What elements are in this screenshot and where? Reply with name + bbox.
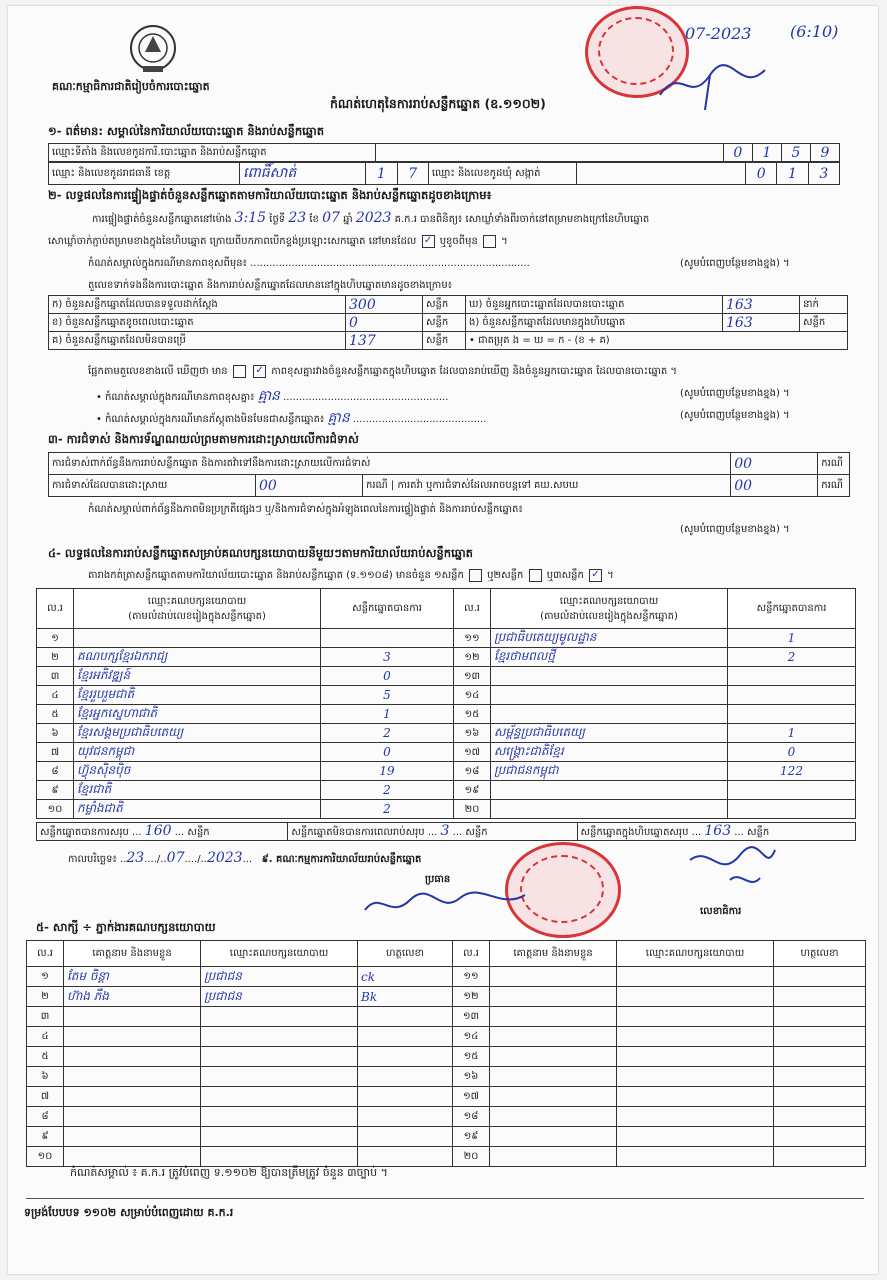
row-number: ២០	[454, 800, 491, 819]
tally-sheets-line: តារាងកត់ត្រាសន្លឹកឆ្នោតតាមការិយាល័យបោះឆ្នោត និងរាប់សន្លឹកឆ្នោត (ទ.១១០៨) មានចំនួន ១សន្លឹក ឬ២សន្លឹក ឬ៣សន្លឹក ✓ ។	[88, 568, 614, 581]
document-title: កំណត់ហេតុនៃការរាប់សន្លឹកឆ្នោត (ឧ.១១០២)	[330, 96, 546, 111]
party-votes: 1	[728, 629, 856, 648]
party-votes	[321, 629, 454, 648]
commune-code-digit: 3	[808, 163, 839, 185]
row-number: ៣	[37, 667, 74, 686]
row-number: ៤	[27, 1027, 64, 1047]
row-number: ១៩	[453, 1127, 490, 1147]
difference-note: កំណត់សម្គាល់ក្នុងករណីមានភាពខុសពីមុន៖ ........................................................................................	[88, 258, 530, 269]
row-number: ១០	[37, 800, 74, 819]
nec-emblem-icon	[125, 22, 181, 76]
row-number: ១០	[27, 1147, 64, 1167]
witness-name	[490, 1067, 617, 1087]
row-number: ៧	[27, 1087, 64, 1107]
row-number: ៨	[27, 1107, 64, 1127]
witness-name	[64, 1127, 201, 1147]
party-votes: 122	[728, 762, 856, 781]
ballots-received-value: 300	[346, 296, 423, 314]
witness-table: ល.រ គោត្តនាម និងនាមខ្លួន ឈ្មោះគណបក្សនយោបាយ ហត្ថលេខា ល.រ គោត្តនាម និងនាមខ្លួន ឈ្មោះគណបក្សនយោបាយ ហត្ថលេខា ១ តែម ចិន្ដា ប្រជាជន ck ១១ ២ ហ៊ាង ភឹង ប្រជាជន Bk ១២ ៣ ១៣ ៤ ១៤ ៥ ១៥ ៦ ១៦ ៧ ១៧ ៨ ១៨ ៩ ១៩ ១០ ២០	[26, 940, 866, 1167]
ballots-spoiled-value: 0	[346, 314, 423, 332]
witness-party	[201, 1067, 358, 1087]
witness-party	[617, 967, 774, 987]
witness-signature	[774, 1027, 866, 1047]
fill-hint: (សូមបំពេញបន្ថែមខាងខ្នង) ។	[680, 258, 790, 269]
party-name: ប្រជាធិបតេយ្យមូលដ្ឋាន	[491, 629, 728, 648]
table-row	[37, 667, 856, 686]
witness-name	[64, 1007, 201, 1027]
row-number: ៣	[27, 1007, 64, 1027]
table-row	[37, 800, 856, 819]
witness-signature	[774, 1127, 866, 1147]
party-name	[491, 686, 728, 705]
party-votes	[728, 781, 856, 800]
witness-party	[201, 1087, 358, 1107]
province-code-digit: 7	[397, 163, 428, 185]
witness-signature	[774, 1007, 866, 1027]
witness-party	[201, 1107, 358, 1127]
party-votes: 1	[321, 705, 454, 724]
witness-party: ប្រជាជន	[201, 987, 358, 1007]
witness-signature	[774, 1047, 866, 1067]
row-number: ១២	[453, 987, 490, 1007]
row-number: ១៧	[453, 1087, 490, 1107]
party-name: ខ្មែរសង្គមប្រជាធិបតេយ្យ	[74, 724, 321, 743]
table-row	[27, 1107, 866, 1127]
location-code-digit: 5	[781, 144, 810, 162]
resolved-value: 00	[256, 475, 363, 497]
location-label: ឈ្មោះទីតាំង និងលេខកូដការិ.បោះឆ្នោត និងរាប់សន្លឹកឆ្នោត	[49, 144, 376, 162]
table-row	[27, 1007, 866, 1027]
form-footer: ទម្រង់បែបបទ ១១០២ សម្រាប់បំពេញដោយ គ.ក.រ	[24, 1206, 234, 1219]
location-code-digit: 9	[810, 144, 839, 162]
witness-signature	[774, 1067, 866, 1087]
party-votes	[728, 800, 856, 819]
fill-hint: (សូមបំពេញបន្ថែមខាងខ្នង) ។	[680, 410, 790, 421]
witness-party	[617, 1007, 774, 1027]
witness-signature	[358, 1067, 453, 1087]
witness-name	[64, 1107, 201, 1127]
witness-party	[201, 1147, 358, 1167]
witness-party	[617, 1127, 774, 1147]
witness-signature	[358, 1027, 453, 1047]
party-name	[491, 705, 728, 724]
row-number: ៨	[37, 762, 74, 781]
broken-checkbox[interactable]	[483, 235, 496, 248]
witness-signature	[358, 1047, 453, 1067]
witness-signature: ck	[358, 967, 453, 987]
party-name	[491, 800, 728, 819]
bullet-difference: • កំណត់សម្គាល់ក្នុងករណីមានភាពខុសគ្នា៖ គ្មាន ....................................................	[96, 388, 449, 404]
table-row	[37, 705, 856, 724]
witness-party	[617, 1147, 774, 1167]
party-votes: 0	[321, 743, 454, 762]
table-row	[27, 1127, 866, 1147]
section5-title: ៥- សាក្សី ÷ ភ្នាក់ងារគណបក្សនយោបាយ	[36, 920, 216, 934]
party-votes: 0	[321, 667, 454, 686]
party-name: កម្លាំងជាតិ	[74, 800, 321, 819]
row-number: ១	[37, 629, 74, 648]
table-row	[27, 1027, 866, 1047]
party-votes	[728, 667, 856, 686]
witness-party	[617, 1087, 774, 1107]
chair-label: ប្រធាន	[425, 874, 451, 885]
witness-name	[490, 1127, 617, 1147]
row-number: ៤	[37, 686, 74, 705]
table-row	[37, 743, 856, 762]
commune-code-digit: 0	[746, 163, 777, 185]
witness-signature	[358, 1147, 453, 1167]
verification-time: 3:15	[234, 210, 267, 226]
party-name: យុវជនកម្ពុជា	[74, 743, 321, 762]
row-number: ១៤	[454, 686, 491, 705]
row-number: ១១	[454, 629, 491, 648]
committee-date-line: កាលបរិច្ឆេទ៖ ..23..../..07..../..2023... ៩. គណៈកម្មការការិយាល័យរាប់សន្លឹកឆ្នោត	[68, 850, 422, 866]
row-number: ៧	[37, 743, 74, 762]
section3-title: ៣- ការជំទាស់ និងការទ័ណ្ឌណយល់ព្រមតាមការដោះស្រាយលើការជំទាស់	[48, 432, 359, 446]
section1-title: ១- ពត៌មាន: សម្គាល់នៃការិយាល័យបោះឆ្នោត និងរាប់សន្លឹកឆ្នោត	[48, 124, 325, 138]
table-row	[27, 1087, 866, 1107]
witness-name	[490, 1007, 617, 1027]
commune-label: ឈ្មោះ និងលេខកូដឃុំ សង្កាត់	[428, 163, 576, 185]
location-table	[48, 143, 840, 162]
organization-name: គណៈកម្មាធិការជាតិរៀបចំការបោះឆ្នោត	[52, 80, 210, 93]
table-row	[37, 629, 856, 648]
party-name: ខ្មែរអភិវឌ្ឍន៍	[74, 667, 321, 686]
witness-party	[201, 1007, 358, 1027]
witness-signature	[774, 1087, 866, 1107]
party-name	[74, 629, 321, 648]
escalated-value: 00	[731, 475, 818, 497]
witness-name	[490, 1147, 617, 1167]
witness-name	[64, 1067, 201, 1087]
table-row	[27, 987, 866, 1007]
row-number: ១៤	[453, 1027, 490, 1047]
ballot-figures-table: ក) ចំនួនសន្លឹកឆ្នោតដែលបានទទួលដាក់ស្តែង 300 សន្លឹក ឃ) ចំនួនអ្នកបោះឆ្នោតដែលបានបោះឆ្នោត 163 នាក់ ខ) ចំនួនសន្លឹកឆ្នោតខូចពេលបោះឆ្នោត 0 សន្លឹក ង) ចំនួនសន្លឹកឆ្នោតដែលមានក្នុងហិបឆ្នោត 163 សន្លឹក គ) ចំនួនសន្លឹកឆ្នោតដែលមិនបានប្រើ 137 សន្លឹក • ជាតម្រុត ង = ឃ = ក - (ខ + គ)	[48, 295, 848, 350]
row-number: ១១	[453, 967, 490, 987]
irregularity-note: កំណត់សម្គាល់ពាក់ព័ន្ធនឹងភាពមិនប្រក្រតីផ្សេងៗ ឬ/និងការជំទាស់ក្នុងអំឡុងពេលនៃការផ្ទៀងផ្ទាត់ និងការរាប់សន្លឹកឆ្នោត៖	[88, 504, 523, 515]
row-number: ៥	[27, 1047, 64, 1067]
party-votes: 2	[321, 724, 454, 743]
witness-party	[617, 1067, 774, 1087]
party-name: ប្រជាជនកម្ពុជា	[491, 762, 728, 781]
row-number: ២	[37, 648, 74, 667]
two-sheets-checkbox[interactable]	[529, 569, 542, 582]
witness-party	[617, 1107, 774, 1127]
row-number: ១៦	[453, 1067, 490, 1087]
witness-signature	[774, 967, 866, 987]
objections-table: ការជំទាស់ពាក់ព័ន្ធនឹងការរាប់សន្លឹកឆ្នោត និងការតវ៉ាទៅនឹងការដោះស្រាយលើការជំទាស់ 00 ករណី ការជំទាស់ដែលបានដោះស្រាយ 00 ករណី | ការតវ៉ា ឬការជំទាស់ដែលអាចបន្តទៅ គឃ.សបឃ 00 ករណី	[48, 452, 850, 497]
witness-name	[490, 987, 617, 1007]
verification-line: ការផ្ទៀងផ្ទាត់ចំនួនសន្លឹកឆ្នោតនៅម៉ោង 3:15 ថ្ងៃទី 23 ខែ 07 ឆ្នាំ 2023 គ.ក.រ បានពិនិត្យ៖ សោឃ្លាំទាំងពីរចាក់នៅតម្រាមខាងក្រៅនៃហិបឆ្នោត	[92, 210, 650, 226]
witness-name	[64, 1087, 201, 1107]
witness-party	[617, 1027, 774, 1047]
location-code-digit: 1	[752, 144, 781, 162]
witness-name	[490, 1047, 617, 1067]
witness-signature	[774, 987, 866, 1007]
province-label: ឈ្មោះ និងលេខកូដរាជធានី ខេត្ត	[49, 163, 240, 185]
commune-code-digit: 1	[777, 163, 808, 185]
witness-signature	[358, 1087, 453, 1107]
row-number: ១	[27, 967, 64, 987]
table-row	[37, 686, 856, 705]
party-name	[491, 667, 728, 686]
total-valid-value: 160	[144, 823, 172, 839]
witness-name: តែម ចិន្ដា	[64, 967, 201, 987]
witness-signature	[774, 1107, 866, 1127]
table-intro: តួលេខទាក់ទងនឹងការបោះឆ្នោត និងការរាប់សន្លឹកឆ្នោតដែលមាននៅក្នុងហិបឆ្នោតមានដូចខាងក្រោម៖	[88, 280, 453, 291]
voters-value: 163	[723, 296, 800, 314]
difference-no-checkbox[interactable]: ✓	[253, 365, 266, 378]
row-number: ៦	[37, 724, 74, 743]
witness-signature	[774, 1147, 866, 1167]
bullet-non-ballot: • កំណត់សម្គាល់ក្នុងករណីមានភ័ស្តុតាងមិនមែនជាសន្លឹកឆ្នោត៖ គ្មាន ..........................................	[96, 410, 487, 426]
row-number: ១៣	[454, 667, 491, 686]
row-number: ១៩	[454, 781, 491, 800]
witness-signature	[358, 1007, 453, 1027]
row-number: ១៦	[454, 724, 491, 743]
total-in-box-value: 163	[704, 823, 732, 839]
row-number: ៩	[37, 781, 74, 800]
witness-name	[64, 1027, 201, 1047]
table-row	[27, 1147, 866, 1167]
row-number: ១៧	[454, 743, 491, 762]
secretary-label: លេខាធិការ	[700, 906, 742, 917]
chair-signature	[360, 880, 530, 930]
difference-check-line: ផ្អែកតាមតួលេខខាងលើ ឃើញថា មាន ✓ ភាពខុសគ្នារវាងចំនួនសន្លឹកឆ្នោតក្នុងហិបឆ្នោត ដែលបានរាប់ឃើញ និងចំនួនអ្នកបោះឆ្នោត ដែលបានបោះឆ្នោត ។	[88, 364, 678, 377]
party-votes: 5	[321, 686, 454, 705]
witness-name	[490, 1107, 617, 1127]
witness-name	[64, 1047, 201, 1067]
one-sheet-checkbox[interactable]	[469, 569, 482, 582]
row-number: ២០	[453, 1147, 490, 1167]
table-row	[27, 1047, 866, 1067]
location-code-digit: 0	[723, 144, 752, 162]
party-votes: 0	[728, 743, 856, 762]
witness-party	[201, 1127, 358, 1147]
party-name: ខ្មែរថាមពលថ្មី	[491, 648, 728, 667]
row-number: ៩	[27, 1127, 64, 1147]
witness-party	[617, 1047, 774, 1067]
table-row	[37, 724, 856, 743]
province-name: ពោធិ៍សាត់	[240, 163, 366, 185]
row-number: ១៨	[454, 762, 491, 781]
party-name: ខ្មែររួបរួមជាតិ	[74, 686, 321, 705]
ballots-in-box-value: 163	[723, 314, 800, 332]
table-row	[27, 967, 866, 987]
witness-signature	[358, 1107, 453, 1127]
province-table	[48, 162, 840, 185]
witness-name: ហ៊ាង ភឹង	[64, 987, 201, 1007]
row-number: ២	[27, 987, 64, 1007]
section2-title: ២- លទ្ធផលនៃការផ្ទៀងផ្ទាត់ចំនួនសន្លឹកឆ្នោតតាមការិយាល័យបោះឆ្នោត និងរាប់សន្លឹកឆ្នោតដូចខាងក្រោម៖	[48, 188, 492, 202]
party-name: សម្ព័ន្ធប្រជាធិបតេយ្យ	[491, 724, 728, 743]
party-votes: 2	[321, 781, 454, 800]
ballots-unused-value: 137	[346, 332, 423, 350]
party-votes: 1	[728, 724, 856, 743]
party-name: គណបក្សខ្មែរឯករាជ្យ	[74, 648, 321, 667]
party-name	[491, 781, 728, 800]
top-time-handwritten: (6:10)	[790, 22, 839, 41]
intact-checkbox[interactable]: ✓	[422, 235, 435, 248]
three-sheets-checkbox[interactable]: ✓	[589, 569, 602, 582]
witness-signature	[358, 1127, 453, 1147]
party-votes: 3	[321, 648, 454, 667]
party-name: សង្គ្រោះជាតិខ្មែរ	[491, 743, 728, 762]
totals-table: សន្លឹកឆ្នោតបានការសរុប ... 160 ... សន្លឹក សន្លឹកឆ្នោតមិនបានការពេលរាប់សរុប ... 3 ... សន្លឹក សន្លឹកឆ្នោតក្នុងហិបឆ្នោតសរុប ... 163 ... សន្លឹក	[36, 822, 856, 841]
witness-party	[617, 987, 774, 1007]
top-date-handwritten: 07-2023	[685, 24, 752, 43]
row-number: ១៣	[453, 1007, 490, 1027]
fill-hint: (សូមបំពេញបន្ថែមខាងខ្នង) ។	[680, 388, 790, 399]
party-votes	[728, 705, 856, 724]
row-number: ១៨	[453, 1107, 490, 1127]
seal-line: សោឃ្លាំចាក់ភ្ជាប់តម្រាមខាងក្នុងនៃហិបឆ្នោត ក្រោយពីបកភាពបើកខ្ទង់ប្រឡោះសេកឆ្នោត នៅមានដែល ✓ ឬខូចពីមុន ។	[48, 234, 508, 247]
party-votes: 2	[321, 800, 454, 819]
table-row	[27, 1067, 866, 1087]
row-number: ៥	[37, 705, 74, 724]
total-invalid-value: 3	[440, 823, 450, 839]
witness-name	[64, 1147, 201, 1167]
secretary-signature	[680, 840, 780, 900]
section4-title: ៤- លទ្ធផលនៃការរាប់សន្លឹកឆ្នោតសម្រាប់គណបក្សនយោបាយនីមួយៗតាមការិយាល័យរាប់សន្លឹកឆ្នោត	[48, 546, 473, 560]
row-number: ១៥	[453, 1047, 490, 1067]
party-results-table: ល.រ ឈ្មោះគណបក្សនយោបាយ (តាមលំដាប់លេខរៀងក្នុងសន្លឹកឆ្នោត) សន្លឹកឆ្នោតបានការ ល.រ ឈ្មោះគណបក្សនយោបាយ (តាមលំដាប់លេខរៀងក្នុងសន្លឹកឆ្នោត) សន្លឹកឆ្នោតបានការ ១ ១១ ប្រជាធិបតេយ្យមូលដ្ឋាន 1 ២ គណបក្សខ្មែរឯករាជ្យ 3 ១២ ខ្មែរថាមពលថ្មី 2 ៣ ខ្មែរអភិវឌ្ឍន៍ 0 ១៣ ៤ ខ្មែររួបរួមជាតិ 5 ១៤ ៥ ខ្មែរអ្នកស្នេហាជាតិ 1 ១៥ ៦ ខ្មែរសង្គមប្រជាធិបតេយ្យ 2 ១៦ សម្ព័ន្ធប្រជាធិបតេយ្យ 1 ៧ យុវជនកម្ពុជា 0 ១៧ សង្គ្រោះជាតិខ្មែរ 0 ៨ ហ៊្វុនស៊ិនប៉ិច 19 ១៨ ប្រជាជនកម្ពុជា 122 ៩ ខ្មែរ​ជាតិ 2 ១៩ ១០ កម្លាំងជាតិ 2 ២០	[36, 588, 856, 819]
witness-name	[490, 1087, 617, 1107]
row-number: ១២	[454, 648, 491, 667]
party-votes	[728, 686, 856, 705]
witness-party	[201, 1027, 358, 1047]
table-row	[37, 762, 856, 781]
witness-name	[490, 967, 617, 987]
party-name: ហ៊្វុនស៊ិនប៉ិច	[74, 762, 321, 781]
objections-value: 00	[731, 453, 818, 475]
table-row	[37, 781, 856, 800]
row-number: ១៥	[454, 705, 491, 724]
footer-divider	[26, 1198, 864, 1199]
party-votes: 19	[321, 762, 454, 781]
witness-party: ប្រជាជន	[201, 967, 358, 987]
fill-hint: (សូមបំពេញបន្ថែមខាងខ្នង) ។	[680, 524, 790, 535]
row-number: ៦	[27, 1067, 64, 1087]
party-name: ខ្មែរអ្នកស្នេហាជាតិ	[74, 705, 321, 724]
difference-yes-checkbox[interactable]	[233, 365, 246, 378]
witness-note: កំណត់សម្គាល់ ៖ គ.ក.រ ត្រូវបំពេញ ទ.១១០២ ឱ្យបានត្រឹមត្រូវ ចំនួន ៣ច្បាប់ ។	[70, 1166, 388, 1179]
table-row	[37, 648, 856, 667]
province-code-digit: 1	[366, 163, 397, 185]
witness-party	[201, 1047, 358, 1067]
witness-signature: Bk	[358, 987, 453, 1007]
witness-name	[490, 1027, 617, 1047]
top-signature	[650, 55, 770, 115]
party-name: ខ្មែរ​ជាតិ	[74, 781, 321, 800]
party-votes: 2	[728, 648, 856, 667]
